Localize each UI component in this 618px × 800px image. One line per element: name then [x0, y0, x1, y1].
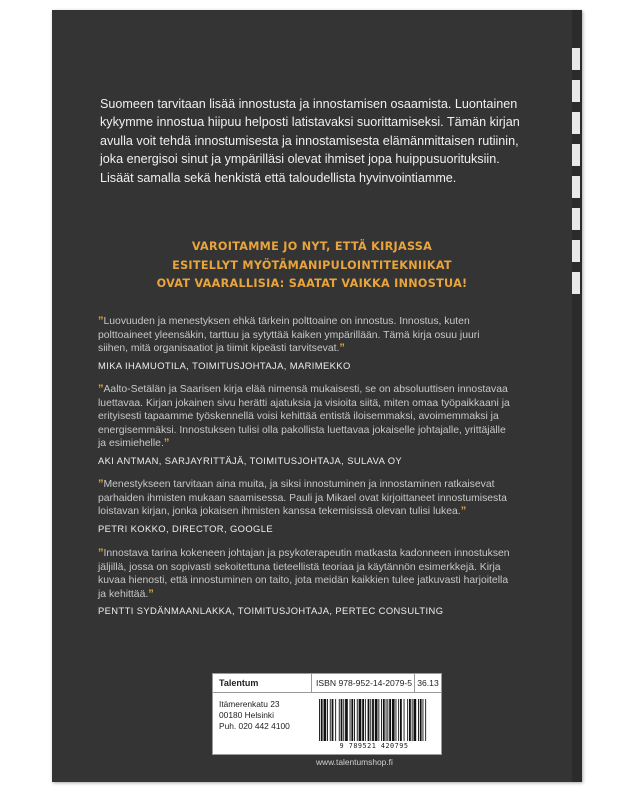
- quote-text: ”Innostava tarina kokeneen johtajan ja psykoterapeutin matkasta kadonneen innostuksen jäljillä, jossa on sopivasti sekoitettuna tieteellistä teoriaa ja käytännön esimerkkejä. Kirja kuvaa hienosti, että innostuminen on taito, jota meidän kaikkien tulee jatkuvasti harjoitella ja kehittää.”: [98, 547, 510, 600]
- isbn-number: ISBN 978-952-14-2079-5: [311, 674, 414, 692]
- product-code: 36.13: [414, 674, 441, 692]
- barcode-bar: [423, 699, 424, 741]
- barcode-bar: [335, 699, 336, 741]
- barcode-body: [213, 693, 441, 754]
- warning-line-1: VAROITAMME JO NYT, ETTÄ KIRJASSA: [191, 240, 433, 253]
- barcode-bar: [381, 699, 382, 741]
- publisher-name: Talentum: [219, 678, 259, 688]
- barcode-bar: [324, 699, 327, 741]
- barcode-header: [213, 674, 441, 693]
- close-quote-mark: ”: [163, 437, 170, 450]
- barcode-bar: [398, 699, 399, 741]
- book-back-cover: [52, 10, 582, 782]
- barcode-bar: [327, 699, 328, 741]
- barcode-bar: [414, 699, 417, 741]
- quote-author: MIKA IHAMUOTILA, TOIMITUSJOHTAJA, MARIMEKKO: [98, 359, 351, 371]
- spine-title-fragment: [572, 48, 580, 348]
- barcode-bar: [425, 699, 426, 741]
- intro-paragraph: Suomeen tarvitaan lisää innostusta ja innostamisen osaamista. Luontainen kykymme innostua hiipuu helposti latistavaksi suorittamiseksi. Tämän kirjan avulla voit tehdä innostumisesta ja innostamisesta elämänmittaisen rutiinin, joka energisoi sinut ja ympärilläsi olevat ihmiset jopa huippusuorituksiin. Lisäät samalla sekä henkistä että taloudellista hyvinvointiamme.: [100, 97, 520, 185]
- barcode-bar: [362, 699, 364, 741]
- warning-line-2: ESITELLYT MYÖTÄMANIPULOINTITEKNIIKAT: [172, 258, 452, 272]
- close-quote-mark: ”: [339, 342, 345, 355]
- close-quote-mark: ”: [148, 587, 154, 600]
- barcode-bar: [389, 699, 391, 741]
- barcode-bar: [350, 699, 351, 741]
- barcode-bar: [400, 699, 402, 741]
- barcode-bar: [343, 699, 344, 741]
- warning-headline: [92, 238, 532, 294]
- barcode-bar: [341, 699, 343, 741]
- barcode-bar: [386, 699, 387, 741]
- close-quote-mark: ”: [460, 505, 467, 518]
- barcode-bar: [345, 699, 348, 741]
- barcode-bar: [339, 699, 340, 741]
- quote-author: PENTTI SYDÄNMAANLAKKA, TOIMITUSJOHTAJA, PERTEC CONSULTING: [98, 605, 444, 617]
- quote-author: PETRI KOKKO, DIRECTOR, GOOGLE: [98, 522, 273, 534]
- publisher-address: [219, 699, 290, 732]
- quote-text: ”Luovuuden ja menestyksen ehkä tärkein polttoaine on innostus. Innostus, kuten polttoaineet yleensäkin, tarttuu ja sytyttää kaiken ympärillään. Tämä kirja osuu juuri siihen, mitä organisaatiot ja tiimit kipeästi tarvitsevat.”: [98, 315, 480, 355]
- quote-author: AKI ANTMAN, SARJAYRITTÄJÄ, TOIMITUSJOHTAJA, SULAVA OY: [98, 454, 403, 466]
- barcode-bar: [407, 699, 408, 741]
- open-quote-mark: ”: [98, 383, 104, 395]
- barcode-bar: [351, 699, 353, 741]
- barcode-bar: [375, 699, 378, 741]
- barcode-bar: [332, 699, 334, 741]
- quote-text: ”Menestykseen tarvitaan aina muita, ja siksi innostuminen ja innostaminen ratkaisevat parhaiden ihmisten mukaan saamisessa. Pauli ja Mikael ovat kirjoittaneet innostumisesta loistavan kirjan, jonka jokaisen ihmisten kanssa tekemisissä olevan tulisi lukea.”: [98, 478, 507, 518]
- address-line: 00180 Helsinki: [219, 710, 274, 720]
- barcode-bar: [396, 699, 397, 741]
- barcode-bar: [404, 699, 405, 741]
- quote-3: [98, 478, 510, 534]
- address-line: Puh. 020 442 4100: [219, 721, 290, 731]
- barcode-bar: [378, 699, 379, 741]
- barcode-bar: [357, 699, 358, 741]
- barcode-bar: [418, 699, 419, 741]
- quote-1: [98, 315, 510, 371]
- barcode-bar: [354, 699, 355, 741]
- barcode-bar: [321, 699, 323, 741]
- barcode-bar: [420, 699, 422, 741]
- barcode-bar: [370, 699, 371, 741]
- barcode-bar: [359, 699, 362, 741]
- barcode-image: [317, 699, 429, 741]
- quote-text: ”Aalto-Setälän ja Saarisen kirja elää nimensä mukaisesti, se on absoluuttisen innostavaa luettavaa. Kirjan jokainen sivu herätti ajatuksia ja visioita siitä, miten omaa työpaikkaani ja erityisesti tapaamme työskennellä voisi kehittää entistä iloisemmaksi, avoimemmaksi ja energisemmäksi. Innostuksen tulisi olla pakollista luettavaa jokaiselle johtajalle, yrittäjälle ja esimiehelle.”: [98, 383, 510, 450]
- barcode-bar: [319, 699, 320, 741]
- website-url: www.talentumshop.fi: [316, 757, 393, 767]
- address-line: Itämerenkatu 23: [219, 699, 280, 709]
- barcode-bar: [409, 699, 411, 741]
- barcode-bar: [365, 699, 366, 741]
- open-quote-mark: ”: [98, 547, 104, 559]
- quote-2: [98, 383, 510, 466]
- warning-line-3: OVAT VAARALLISIA: SAATAT VAIKKA INNOSTUA!: [156, 277, 468, 290]
- barcode-label: [212, 673, 442, 755]
- quote-4: [98, 547, 510, 616]
- open-quote-mark: ”: [98, 478, 104, 490]
- barcode-bar: [387, 699, 388, 741]
- barcode-digits: 9 789521 420795: [339, 742, 409, 750]
- barcode-bar: [330, 699, 331, 741]
- open-quote-mark: ”: [98, 315, 104, 327]
- barcode-bar: [368, 699, 370, 741]
- barcode-bar: [372, 699, 374, 741]
- barcode-bar: [392, 699, 395, 741]
- barcode-bar: [383, 699, 385, 741]
- barcode-bar: [412, 699, 413, 741]
